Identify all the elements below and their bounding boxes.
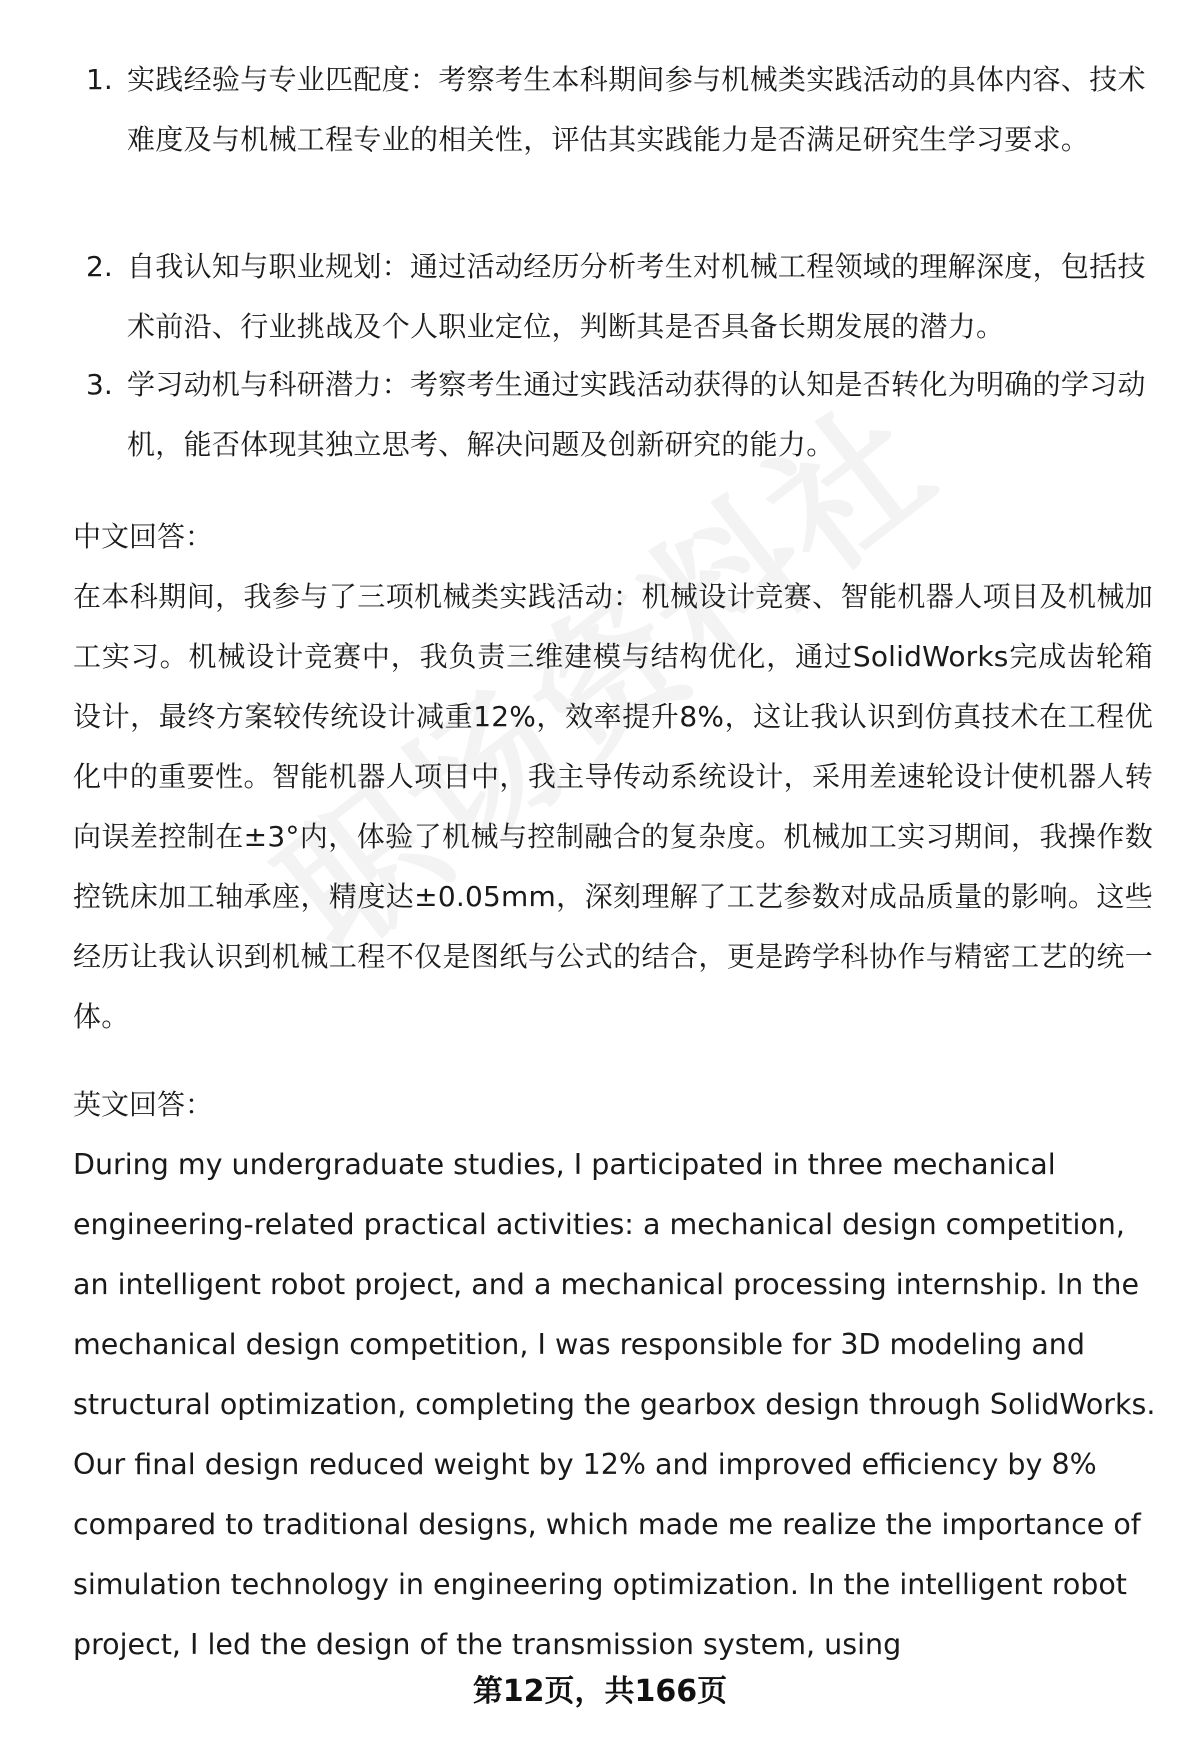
list-item-text: 自我认知与职业规划：通过活动经历分析考生对机械工程领域的理解深度，包括技术前沿、行业挑战及个人职业定位，判断其是否具备长期发展的潜力。 (127, 250, 1146, 343)
english-answer-label: 英文回答： (73, 1088, 214, 1121)
list-item-number: 1. (86, 63, 113, 96)
list-item-number: 3. (86, 368, 113, 401)
list-item-text: 学习动机与科研潜力：考察考生通过实践活动获得的认知是否转化为明确的学习动机，能否体现其独立思考、解决问题及创新研究的能力。 (127, 368, 1146, 461)
english-answer-text: During my undergraduate studies, I participated in three mechanical engineering-related practical activities: a mechanical design competition, an intelligent robot project, and a mechanical processing internship. In the mechanical design competition, I was responsible for 3D modeling and structural optimization, completing the gearbox design through SolidWorks. Our final design reduced weight by 12% and improved efficiency by 8% compared to traditional designs, which made me realize the importance of simulation technology in engineering optimization. In the intelligent robot project, I led the design of the transmission system, using (73, 1148, 1156, 1661)
page-number: 第12页，共166页 (472, 1674, 728, 1709)
list-item-number: 2. (86, 250, 113, 283)
list-item-text: 实践经验与专业匹配度：考察考生本科期间参与机械类实践活动的具体内容、技术难度及与机械工程专业的相关性，评估其实践能力是否满足研究生学习要求。 (127, 63, 1146, 156)
chinese-answer-text: 在本科期间，我参与了三项机械类实践活动：机械设计竞赛、智能机器人项目及机械加工实习。机械设计竞赛中，我负责三维建模与结构优化，通过SolidWorks完成齿轮箱设计，最终方案较传统设计减重12%，效率提升8%，这让我认识到仿真技术在工程优化中的重要性。智能机器人项目中，我主导传动系统设计，采用差速轮设计使机器人转向误差控制在±3°内，体验了机械与控制融合的复杂度。机械加工实习期间，我操作数控铣床加工轴承座，精度达±0.05mm，深刻理解了工艺参数对成品质量的影响。这些经历让我认识到机械工程不仅是图纸与公式的结合，更是跨学科协作与精密工艺的统一体。 (73, 580, 1153, 1033)
chinese-answer-label: 中文回答： (73, 520, 214, 553)
